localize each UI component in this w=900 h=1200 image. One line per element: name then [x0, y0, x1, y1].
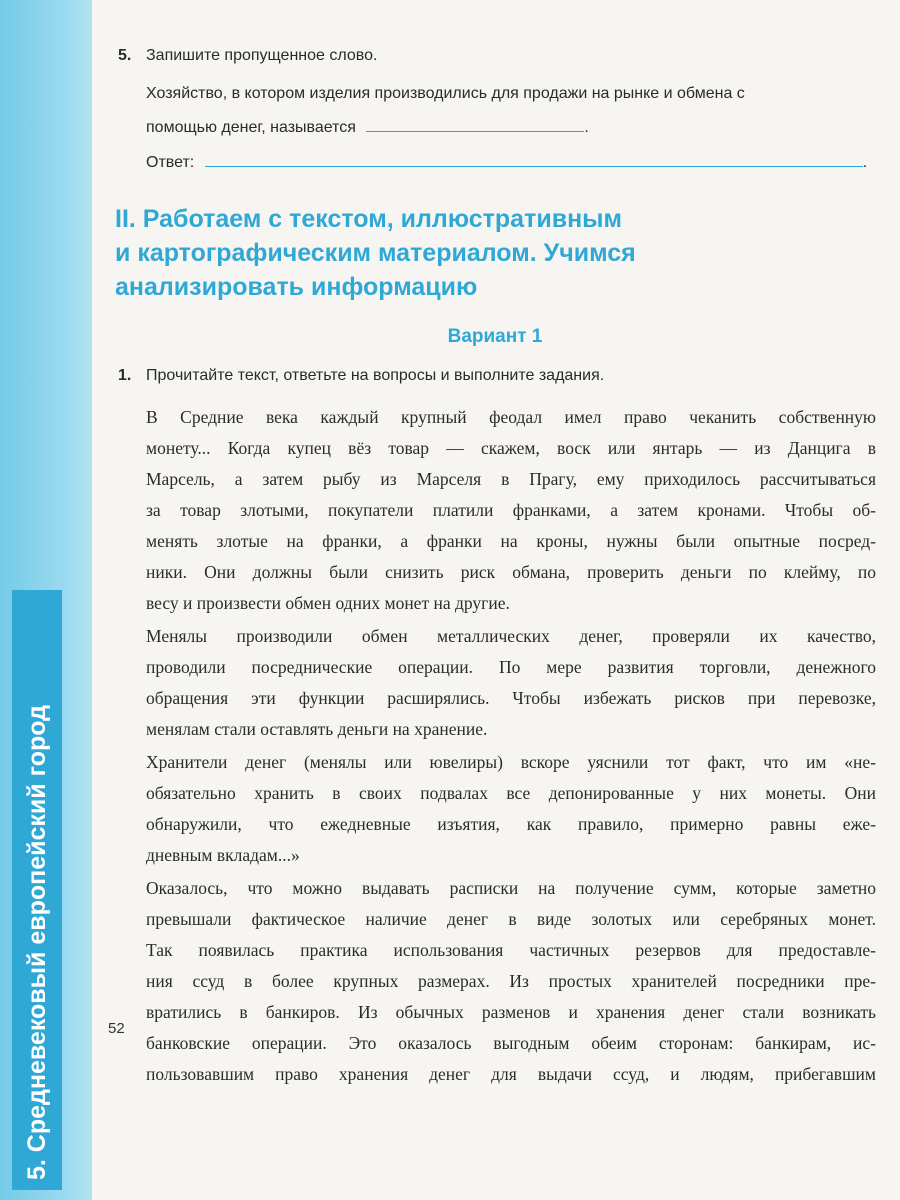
question-instruction: Прочитайте текст, ответьте на вопросы и выполните задания. [146, 367, 605, 384]
answer-period: . [862, 154, 868, 171]
text-line: вратились в банкиров. Из обычных разменов и хранения денег стали возникать [146, 1002, 876, 1022]
text-line: Менялы производили обмен металлических денег, проверяли их качество, [146, 626, 876, 646]
text-line: ники. Они должны были снизить риск обмана, проверить деньги по клейму, по [146, 562, 876, 582]
answer-label: Ответ: [146, 154, 195, 171]
text-line: менять злотые на франки, а франки на кроны, нужны были опытные посред- [146, 531, 876, 551]
answer-row [146, 147, 867, 179]
text-line: весу и произвести обмен одних монет на другие. [146, 593, 510, 613]
chapter-title: 5. Средневековый европейский город [23, 704, 51, 1180]
task-sentence-line2: помощью денег, называется [146, 119, 356, 136]
text-line: обязательно хранить в своих подвалах все депонированные у них монеты. Они [146, 783, 876, 803]
answer-field[interactable] [205, 152, 863, 167]
section-heading-line2: и картографическим материалом. Учимся [115, 239, 636, 267]
sentence-period: . [584, 119, 589, 136]
question-number: 1. [118, 367, 132, 384]
text-line: Марсель, а затем рыбу из Марселя в Прагу, ему приходилось рассчитываться [146, 469, 876, 489]
task-5 [118, 40, 878, 190]
paragraph-3 [146, 747, 876, 871]
paragraph-2 [146, 621, 876, 745]
text-line: менялам стали оставлять деньги на хранение. [146, 719, 488, 739]
paragraph-1 [146, 402, 876, 619]
text-line: пользовавшим право хранения денег для выдачи ссуд, и людям, прибегавшим [146, 1064, 876, 1084]
section-heading-line3: анализировать информацию [115, 273, 478, 301]
chapter-sidebar [0, 0, 92, 1200]
variant-title: Вариант 1 [447, 326, 543, 347]
text-line: Хранители денег (менялы или ювелиры) вскоре уяснили тот факт, что им «не- [146, 752, 876, 772]
section-heading-line1: II. Работаем с текстом, иллюстративным [115, 205, 623, 233]
paragraph-4 [146, 873, 876, 1090]
section-heading [115, 202, 855, 304]
text-line: обращения эти функции расширялись. Чтобы избежать рисков при перевозке, [146, 688, 876, 708]
text-line: дневным вкладам...» [146, 845, 300, 865]
task-sentence-line1: Хозяйство, в котором изделия производились для продажи на рынке и обмена с [146, 85, 745, 102]
blank-word-field[interactable] [366, 117, 584, 132]
task-instruction: Запишите пропущенное слово. [146, 47, 378, 64]
page-number: 52 [108, 1020, 125, 1037]
text-line: В Средние века каждый крупный феодал имел право чеканить собственную [146, 407, 876, 427]
text-line: Оказалось, что можно выдавать расписки на получение сумм, которые заметно [146, 878, 876, 898]
task-sentence-line2-wrap [146, 112, 589, 144]
text-line: ния ссуд в более крупных размерах. Из простых хранителей посредники пре- [146, 971, 876, 991]
text-line: превышали фактическое наличие денег в виде золотых или серебряных монет. [146, 909, 876, 929]
text-line: Так появилась практика использования частичных резервов для предоставле- [146, 940, 876, 960]
reading-passage [146, 402, 876, 1090]
text-line: проводили посреднические операции. По мере развития торговли, денежного [146, 657, 876, 677]
text-line: за товар злотыми, покупатели платили франками, а затем кронами. Чтобы об- [146, 500, 876, 520]
task-number: 5. [118, 47, 132, 64]
text-line: монету... Когда купец вёз товар — скажем, воск или янтарь — из Данцига в [146, 438, 876, 458]
text-line: банковские операции. Это оказалось выгодным обеим сторонам: банкирам, ис- [146, 1033, 876, 1053]
text-line: обнаружили, что ежедневные изъятия, как правило, примерно равны еже- [146, 814, 876, 834]
